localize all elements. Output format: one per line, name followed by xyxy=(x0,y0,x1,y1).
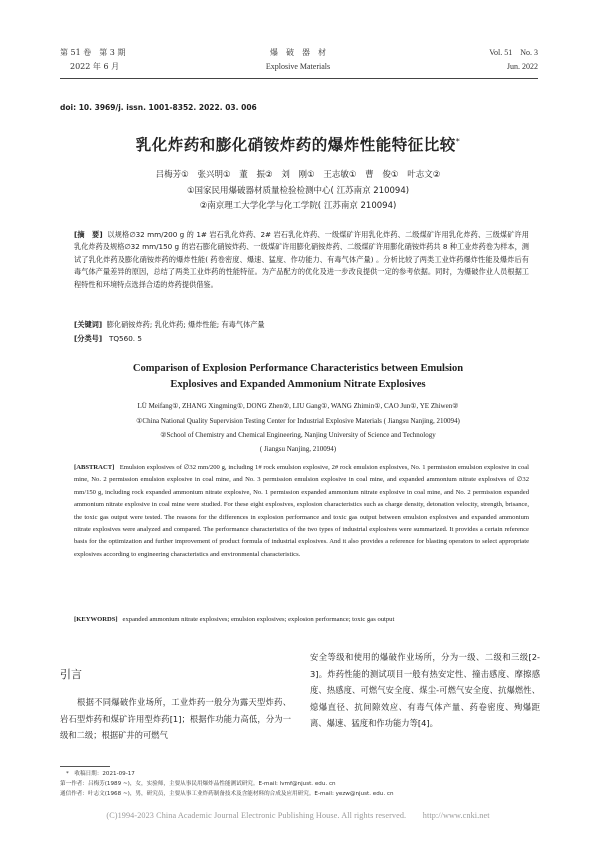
classification-code: TQ560. 5 xyxy=(109,334,142,343)
classification xyxy=(74,334,142,344)
section-heading-introduction: 引言 xyxy=(60,668,82,681)
body-column-right: 安全等级和使用的爆破作业场所，分为一级、二级和三级[2-3]。炸药性能的测试项目一般有热安定性、撞击感度、摩擦感度、热感度、可燃气安全度、煤尘-可燃气安全度、抗爆燃性、熄爆直径、抗间隙效应、有毒气体产量、药卷密度、殉爆距离、爆速、猛度和作功能力等[4]。 xyxy=(310,652,540,728)
body-column-left: 根据不同爆破作业场所，工业炸药一般分为露天型炸药、岩石型炸药和煤矿许用型炸药[1]；根据作功能力高低，分为一级和二级；根据矿井的可燃气 xyxy=(60,697,291,740)
authors-en: LÜ Meifang①, ZHANG Xingming①, DONG Zhen②, LIU Gang①, WANG Zhimin①, CAO Jun①, YE Zhiwen② xyxy=(137,402,459,410)
affiliation-cn-1: ①国家民用爆破器材质量检验检测中心( 江苏南京 210094) xyxy=(186,186,410,196)
abstract-cn-text: 以规格∅32 mm/200 g 的 1# 岩石乳化炸药、2# 岩石乳化炸药、一级煤矿许用乳化炸药、二级煤矿许用乳化炸药、三级煤矿许用乳化炸药及规格∅32 mm/150 g 的岩石膨化硝铵炸药、一级煤矿许用膨化硝铵炸药、二级煤矿许用膨化硝铵炸药共 8 种工业炸药卷为样本，测试了乳化炸药及膨化硝铵炸药的爆炸性能( 药卷密度、爆速、猛度、作功能力、有毒气体产量) 。分析比较了两类工业炸药爆炸性能及爆炸后有毒气体产量差异的原因，总结了两类工业炸药的性能特征。为产品配方的优化及进一步改良提供一定的参考依据。同时，为爆破作业人员根据工程特性和环境特点选择合适的炸药提供借鉴。 xyxy=(74,230,529,289)
paper-title-en-line1: Comparison of Explosion Performance Characteristics between Emulsion xyxy=(132,363,464,374)
header-rule xyxy=(60,78,538,79)
keywords-en-label: [KEYWORDS] xyxy=(74,616,118,623)
abstract-en xyxy=(74,462,529,561)
affiliation-en-2: ②School of Chemistry and Chemical Engineering, Nanjing University of Science and Technology xyxy=(160,431,436,439)
doi: doi: 10. 3969/j. issn. 1001-8352. 2022. 03. 006 xyxy=(60,103,257,112)
abstract-cn xyxy=(74,229,529,291)
keywords-cn-label: [关键词] xyxy=(74,320,103,329)
affiliation-en-1: ①China National Quality Supervision Testing Center for Industrial Explosive Materials ( Jiangsu Nanjing, 210094) xyxy=(136,417,460,425)
keywords-en xyxy=(74,616,394,623)
keywords-en-text: expanded ammonium nitrate explosives; emulsion explosives; explosion performance; toxic gas output xyxy=(122,616,395,623)
journal-name-en: Explosive Materials xyxy=(265,62,331,71)
footnote-corresponding-author: 通信作者：叶志文(1968 ~)，男，研究员，主要从事工业炸药制备技术及含能材料的合成及应用研究。E-mail: yezw@njust. edu. cn xyxy=(60,791,394,797)
journal-vol-en: Vol. 51 No. 3 xyxy=(489,48,538,57)
footnote-first-author: 第一作者：吕梅芳(1989 ~)，女，实验师，主要从事民用爆炸品性能测试研究。E-mail: lvmf@njust. edu. cn xyxy=(60,781,336,787)
paper-title-cn-text: 乳化炸药和膨化硝铵炸药的爆炸性能特征比较 xyxy=(135,136,456,154)
abstract-en-text: Emulsion explosives of ∅32 mm/200 g, including 1# rock emulsion explosive, 2# rock emulsion explosives, No. 1 permission emulsion explosive in coal mine, No. 2 permission emulsion explosive in coal mine, and No. 3 permission emulsion explosive in coal mine, and expanded ammonium nitrate explosives of ∅32 mm/150 g, including rock expanded ammonium nitrate explosive, No. 1 permission expanded ammonium nitrate explosive in coal mine, and No. 2 permission expanded ammonium nitrate explosive in coal mine were studied. For these eight explosives, explosion characteristics such as charge density, detonation velocity, strength, brisance, the toxic gas output were tested. The reasons for the differences in explosion performance and toxic gas output between emulsion explosives and expanded ammonium nitrate explosives were analyzed and compared. The performance characteristics of the two types of industrial explosives were summarized. It provides a certain reference basis for the optimization and further improvement of product formula of industrial explosives. And it also provides a reference for blasting operators to select appropriate explosives according to engineering characteristics and environmental characteristics. xyxy=(74,464,529,558)
keywords-cn xyxy=(74,320,265,330)
paper-title-en-line2: Explosives and Expanded Ammonium Nitrate Explosives xyxy=(170,379,426,390)
classification-label: [分类号] xyxy=(74,334,103,343)
footnote-received: * 收稿日期：2021-09-17 xyxy=(66,771,135,777)
affiliation-en-3: ( Jiangsu Nanjing, 210094) xyxy=(259,445,337,453)
cnki-copyright-watermark: (C)1994-2023 China Academic Journal Electronic Publishing House. All rights reserved. http://www.cnki.net xyxy=(106,811,490,820)
paper-title-cn xyxy=(0,133,596,155)
abstract-cn-label: [摘 要] xyxy=(74,230,103,239)
keywords-cn-text: 膨化硝铵炸药; 乳化炸药; 爆炸性能; 有毒气体产量 xyxy=(106,320,265,329)
title-footnote-mark: * xyxy=(455,136,461,146)
journal-date: 2022 年 6 月 xyxy=(70,62,120,71)
journal-volume-issue: 第 51 卷 第 3 期 xyxy=(60,48,126,57)
abstract-en-label: [ABSTRACT] xyxy=(74,464,115,471)
affiliation-cn-2: ②南京理工大学化学与化工学院( 江苏南京 210094) xyxy=(199,201,397,211)
journal-date-en: Jun. 2022 xyxy=(506,62,538,71)
footnote-rule xyxy=(60,766,110,767)
journal-name-cn: 爆 破 器 材 xyxy=(270,48,326,57)
authors-cn: 吕梅芳① 张兴明① 董 振② 刘 刚① 王志敏① 曹 俊① 叶志文② xyxy=(155,170,441,180)
paper-title-en xyxy=(0,361,596,393)
